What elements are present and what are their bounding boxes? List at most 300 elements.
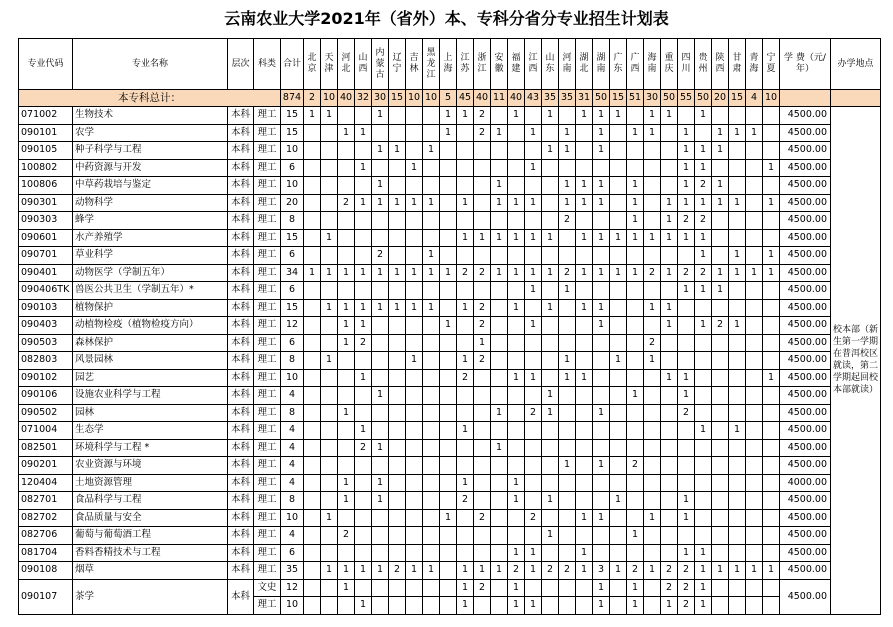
province-value: 1 xyxy=(338,334,355,352)
major-name: 烟草 xyxy=(73,562,228,580)
fee: 4500.00 xyxy=(780,124,831,142)
major-name: 茶学 xyxy=(73,579,228,614)
table-row xyxy=(19,457,881,475)
province-value xyxy=(321,212,338,230)
fee: 4500.00 xyxy=(780,439,831,457)
province-value: 1 xyxy=(508,107,525,125)
province-value xyxy=(559,597,576,615)
province-value xyxy=(763,317,780,335)
province-value xyxy=(372,159,389,177)
province-value: 1 xyxy=(542,142,559,160)
province-value xyxy=(542,457,559,475)
province-value: 1 xyxy=(525,317,542,335)
fee: 4500.00 xyxy=(780,457,831,475)
province-value xyxy=(661,247,678,265)
province-value: 1 xyxy=(440,264,457,282)
province-value xyxy=(491,212,508,230)
fee: 4500.00 xyxy=(780,509,831,527)
province-value: 1 xyxy=(661,299,678,317)
summary-province-value: 20 xyxy=(712,90,729,107)
province-value xyxy=(440,562,457,580)
province-value: 2 xyxy=(644,264,661,282)
summary-province-value: 51 xyxy=(627,90,644,107)
province-value xyxy=(542,439,559,457)
province-value xyxy=(355,527,372,545)
province-value xyxy=(712,404,729,422)
province-value xyxy=(627,282,644,300)
fee: 4500.00 xyxy=(780,142,831,160)
province-value: 1 xyxy=(593,404,610,422)
province-value xyxy=(406,527,423,545)
province-value: 1 xyxy=(576,369,593,387)
level: 本科 xyxy=(228,439,254,457)
province-value xyxy=(559,334,576,352)
major-name: 水产养殖学 xyxy=(73,229,228,247)
province-value xyxy=(389,509,406,527)
province-value xyxy=(372,229,389,247)
province-value xyxy=(593,159,610,177)
province-value xyxy=(508,282,525,300)
province-value: 1 xyxy=(627,124,644,142)
row-total: 8 xyxy=(281,404,304,422)
province-value: 1 xyxy=(661,229,678,247)
header-fee: 学 费（元/年） xyxy=(780,39,831,90)
province-value xyxy=(525,107,542,125)
province-value: 1 xyxy=(491,264,508,282)
province-value xyxy=(644,177,661,195)
province-value: 1 xyxy=(593,579,610,597)
province-value xyxy=(627,142,644,160)
province-value xyxy=(559,229,576,247)
province-value xyxy=(355,282,372,300)
province-value xyxy=(610,212,627,230)
province-value xyxy=(321,439,338,457)
province-value xyxy=(304,352,321,370)
province-value xyxy=(695,369,712,387)
province-value: 1 xyxy=(338,562,355,580)
province-value: 1 xyxy=(355,124,372,142)
province-value xyxy=(321,124,338,142)
province-value xyxy=(525,579,542,597)
province-value xyxy=(593,544,610,562)
province-value xyxy=(423,544,440,562)
province-value xyxy=(355,177,372,195)
province-value: 1 xyxy=(423,247,440,265)
header-province: 河南 xyxy=(559,39,576,90)
province-value: 1 xyxy=(406,352,423,370)
province-value: 1 xyxy=(746,124,763,142)
summary-row xyxy=(19,90,881,107)
major-name: 蜂学 xyxy=(73,212,228,230)
province-value xyxy=(355,474,372,492)
province-value: 1 xyxy=(457,579,474,597)
province-value xyxy=(746,159,763,177)
category: 理工 xyxy=(254,282,281,300)
province-value: 1 xyxy=(406,299,423,317)
province-value: 1 xyxy=(508,492,525,510)
major-name: 园林 xyxy=(73,404,228,422)
province-value xyxy=(763,282,780,300)
province-value: 1 xyxy=(576,509,593,527)
category: 理工 xyxy=(254,474,281,492)
province-value xyxy=(763,142,780,160)
province-value: 1 xyxy=(406,264,423,282)
province-value xyxy=(474,527,491,545)
province-value xyxy=(661,527,678,545)
summary-province-value: 45 xyxy=(457,90,474,107)
header-province: 甘肃 xyxy=(729,39,746,90)
province-value: 1 xyxy=(440,317,457,335)
province-value xyxy=(576,527,593,545)
table-row xyxy=(19,439,881,457)
header-province: 广东 xyxy=(610,39,627,90)
province-value: 2 xyxy=(712,317,729,335)
province-value xyxy=(763,229,780,247)
table-row xyxy=(19,562,881,580)
province-value xyxy=(440,159,457,177)
province-value: 2 xyxy=(695,177,712,195)
province-value xyxy=(406,247,423,265)
province-value xyxy=(423,159,440,177)
province-value xyxy=(321,474,338,492)
summary-province-value: 10 xyxy=(321,90,338,107)
major-code: 100802 xyxy=(19,159,73,177)
province-value xyxy=(423,124,440,142)
province-value xyxy=(457,177,474,195)
table-row xyxy=(19,527,881,545)
major-code: 090106 xyxy=(19,387,73,405)
province-value xyxy=(372,509,389,527)
summary-province-value: 30 xyxy=(644,90,661,107)
summary-province-value: 10 xyxy=(763,90,780,107)
province-value xyxy=(389,247,406,265)
province-value xyxy=(542,282,559,300)
province-value xyxy=(576,142,593,160)
province-value xyxy=(355,492,372,510)
table-row xyxy=(19,334,881,352)
summary-province-value: 35 xyxy=(542,90,559,107)
province-value: 1 xyxy=(457,597,474,615)
row-total: 15 xyxy=(281,229,304,247)
province-value: 1 xyxy=(576,107,593,125)
province-value xyxy=(389,404,406,422)
province-value xyxy=(491,142,508,160)
major-code: 090401 xyxy=(19,264,73,282)
province-value: 1 xyxy=(457,194,474,212)
province-value xyxy=(474,159,491,177)
province-value xyxy=(729,107,746,125)
province-value: 1 xyxy=(525,544,542,562)
province-value: 1 xyxy=(525,282,542,300)
province-value xyxy=(695,387,712,405)
level: 本科 xyxy=(228,264,254,282)
table-row xyxy=(19,194,881,212)
province-value xyxy=(593,352,610,370)
summary-province-value: 50 xyxy=(695,90,712,107)
row-total: 10 xyxy=(281,142,304,160)
province-value xyxy=(746,527,763,545)
province-value: 1 xyxy=(763,247,780,265)
summary-province-value: 40 xyxy=(338,90,355,107)
province-value: 1 xyxy=(491,124,508,142)
major-code: 082803 xyxy=(19,352,73,370)
province-value xyxy=(542,544,559,562)
province-value xyxy=(610,544,627,562)
province-value xyxy=(729,299,746,317)
row-total: 20 xyxy=(281,194,304,212)
province-value: 1 xyxy=(542,387,559,405)
province-value xyxy=(321,369,338,387)
level: 本科 xyxy=(228,492,254,510)
province-value xyxy=(729,159,746,177)
province-value xyxy=(627,107,644,125)
province-value: 1 xyxy=(474,229,491,247)
province-value: 1 xyxy=(559,352,576,370)
province-value: 1 xyxy=(372,387,389,405)
province-value xyxy=(678,317,695,335)
province-value: 1 xyxy=(525,264,542,282)
province-value xyxy=(610,124,627,142)
province-value xyxy=(406,124,423,142)
province-value xyxy=(304,422,321,440)
province-value xyxy=(678,422,695,440)
province-value xyxy=(389,439,406,457)
row-total: 10 xyxy=(281,597,304,615)
province-value: 1 xyxy=(593,509,610,527)
fee: 4500.00 xyxy=(780,562,831,580)
row-total: 6 xyxy=(281,334,304,352)
province-value xyxy=(491,369,508,387)
province-value: 1 xyxy=(423,264,440,282)
row-total: 10 xyxy=(281,509,304,527)
province-value xyxy=(763,439,780,457)
province-value: 1 xyxy=(695,159,712,177)
fee: 4500.00 xyxy=(780,404,831,422)
province-value xyxy=(593,474,610,492)
province-value: 1 xyxy=(542,527,559,545)
province-value xyxy=(491,509,508,527)
province-value xyxy=(695,492,712,510)
province-value xyxy=(491,597,508,615)
summary-province-value: 10 xyxy=(406,90,423,107)
province-value xyxy=(746,422,763,440)
province-value: 1 xyxy=(593,264,610,282)
province-value: 1 xyxy=(542,299,559,317)
header-category: 科类 xyxy=(254,39,281,90)
province-value xyxy=(542,352,559,370)
province-value xyxy=(355,212,372,230)
province-value xyxy=(440,369,457,387)
province-value xyxy=(542,369,559,387)
province-value xyxy=(712,247,729,265)
province-value xyxy=(644,422,661,440)
province-value xyxy=(406,597,423,615)
header-province: 青海 xyxy=(746,39,763,90)
province-value xyxy=(610,509,627,527)
province-value xyxy=(746,474,763,492)
province-value xyxy=(712,387,729,405)
province-value: 1 xyxy=(355,264,372,282)
fee: 4500.00 xyxy=(780,544,831,562)
province-value xyxy=(355,142,372,160)
province-value xyxy=(338,282,355,300)
province-value: 1 xyxy=(338,579,355,597)
province-value xyxy=(372,352,389,370)
major-name: 种子科学与工程 xyxy=(73,142,228,160)
province-value: 1 xyxy=(474,562,491,580)
province-value xyxy=(457,527,474,545)
major-code: 090303 xyxy=(19,212,73,230)
summary-province-value: 40 xyxy=(474,90,491,107)
table-row xyxy=(19,474,881,492)
province-value: 1 xyxy=(372,142,389,160)
province-value xyxy=(525,212,542,230)
row-total: 8 xyxy=(281,352,304,370)
province-value xyxy=(372,544,389,562)
table-row xyxy=(19,509,881,527)
row-total: 4 xyxy=(281,474,304,492)
province-value xyxy=(389,107,406,125)
province-value: 1 xyxy=(729,422,746,440)
province-value: 1 xyxy=(559,369,576,387)
header-province: 海南 xyxy=(644,39,661,90)
province-value xyxy=(389,229,406,247)
province-value xyxy=(440,177,457,195)
province-value xyxy=(559,387,576,405)
province-value: 2 xyxy=(338,194,355,212)
province-value: 1 xyxy=(559,124,576,142)
province-value xyxy=(423,474,440,492)
province-value xyxy=(610,457,627,475)
province-value: 1 xyxy=(661,212,678,230)
province-value xyxy=(406,474,423,492)
province-value xyxy=(389,282,406,300)
province-value: 1 xyxy=(372,562,389,580)
province-value xyxy=(440,597,457,615)
province-value xyxy=(525,352,542,370)
category: 理工 xyxy=(254,387,281,405)
province-value: 1 xyxy=(525,124,542,142)
province-value xyxy=(678,352,695,370)
province-value: 2 xyxy=(355,334,372,352)
province-value: 1 xyxy=(610,492,627,510)
province-value: 1 xyxy=(440,509,457,527)
province-value xyxy=(593,369,610,387)
category: 理工 xyxy=(254,544,281,562)
province-value xyxy=(695,527,712,545)
province-value xyxy=(508,334,525,352)
province-value xyxy=(474,194,491,212)
province-value xyxy=(746,107,763,125)
province-value xyxy=(440,212,457,230)
province-value: 1 xyxy=(457,422,474,440)
summary-province-value: 40 xyxy=(508,90,525,107)
province-value: 1 xyxy=(508,474,525,492)
province-value xyxy=(508,509,525,527)
province-value xyxy=(661,422,678,440)
major-name: 动物医学（学制五年） xyxy=(73,264,228,282)
major-code: 090201 xyxy=(19,457,73,475)
province-value: 1 xyxy=(763,369,780,387)
province-value xyxy=(712,422,729,440)
province-value xyxy=(304,492,321,510)
province-value xyxy=(746,352,763,370)
summary-province-value: 35 xyxy=(559,90,576,107)
row-total: 12 xyxy=(281,317,304,335)
province-value xyxy=(661,387,678,405)
province-value: 1 xyxy=(389,299,406,317)
province-value: 1 xyxy=(576,562,593,580)
province-value xyxy=(508,422,525,440)
province-value xyxy=(508,142,525,160)
province-value xyxy=(406,439,423,457)
province-value xyxy=(491,159,508,177)
summary-province-value: 15 xyxy=(389,90,406,107)
province-value xyxy=(559,474,576,492)
province-value xyxy=(474,282,491,300)
province-value: 1 xyxy=(508,579,525,597)
province-value xyxy=(338,247,355,265)
province-value xyxy=(559,527,576,545)
province-value xyxy=(525,492,542,510)
category: 理工 xyxy=(254,124,281,142)
province-value xyxy=(304,159,321,177)
level: 本科 xyxy=(228,334,254,352)
province-value xyxy=(576,457,593,475)
province-value xyxy=(474,474,491,492)
level: 本科 xyxy=(228,247,254,265)
province-value: 2 xyxy=(661,579,678,597)
province-value xyxy=(763,509,780,527)
level: 本科 xyxy=(228,474,254,492)
province-value: 1 xyxy=(491,562,508,580)
province-value xyxy=(763,579,780,597)
province-value xyxy=(457,457,474,475)
province-value: 1 xyxy=(627,229,644,247)
province-value xyxy=(321,194,338,212)
province-value xyxy=(372,404,389,422)
province-value xyxy=(763,474,780,492)
province-value xyxy=(389,177,406,195)
major-name: 中药资源与开发 xyxy=(73,159,228,177)
province-value xyxy=(644,544,661,562)
major-code: 071004 xyxy=(19,422,73,440)
province-value: 1 xyxy=(457,229,474,247)
province-value xyxy=(610,597,627,615)
province-value xyxy=(729,509,746,527)
province-value xyxy=(712,352,729,370)
province-value xyxy=(474,544,491,562)
province-value: 1 xyxy=(423,562,440,580)
province-value: 1 xyxy=(678,229,695,247)
category: 理工 xyxy=(254,177,281,195)
province-value: 2 xyxy=(508,562,525,580)
province-value xyxy=(423,492,440,510)
province-value: 1 xyxy=(559,142,576,160)
summary-province-value: 15 xyxy=(610,90,627,107)
major-code: 082701 xyxy=(19,492,73,510)
province-value xyxy=(440,404,457,422)
summary-province-value: 2 xyxy=(304,90,321,107)
province-value xyxy=(389,527,406,545)
province-value: 1 xyxy=(627,177,644,195)
province-value xyxy=(338,212,355,230)
province-value xyxy=(644,194,661,212)
province-value xyxy=(627,352,644,370)
province-value: 1 xyxy=(457,562,474,580)
province-value: 1 xyxy=(440,107,457,125)
province-value xyxy=(457,387,474,405)
